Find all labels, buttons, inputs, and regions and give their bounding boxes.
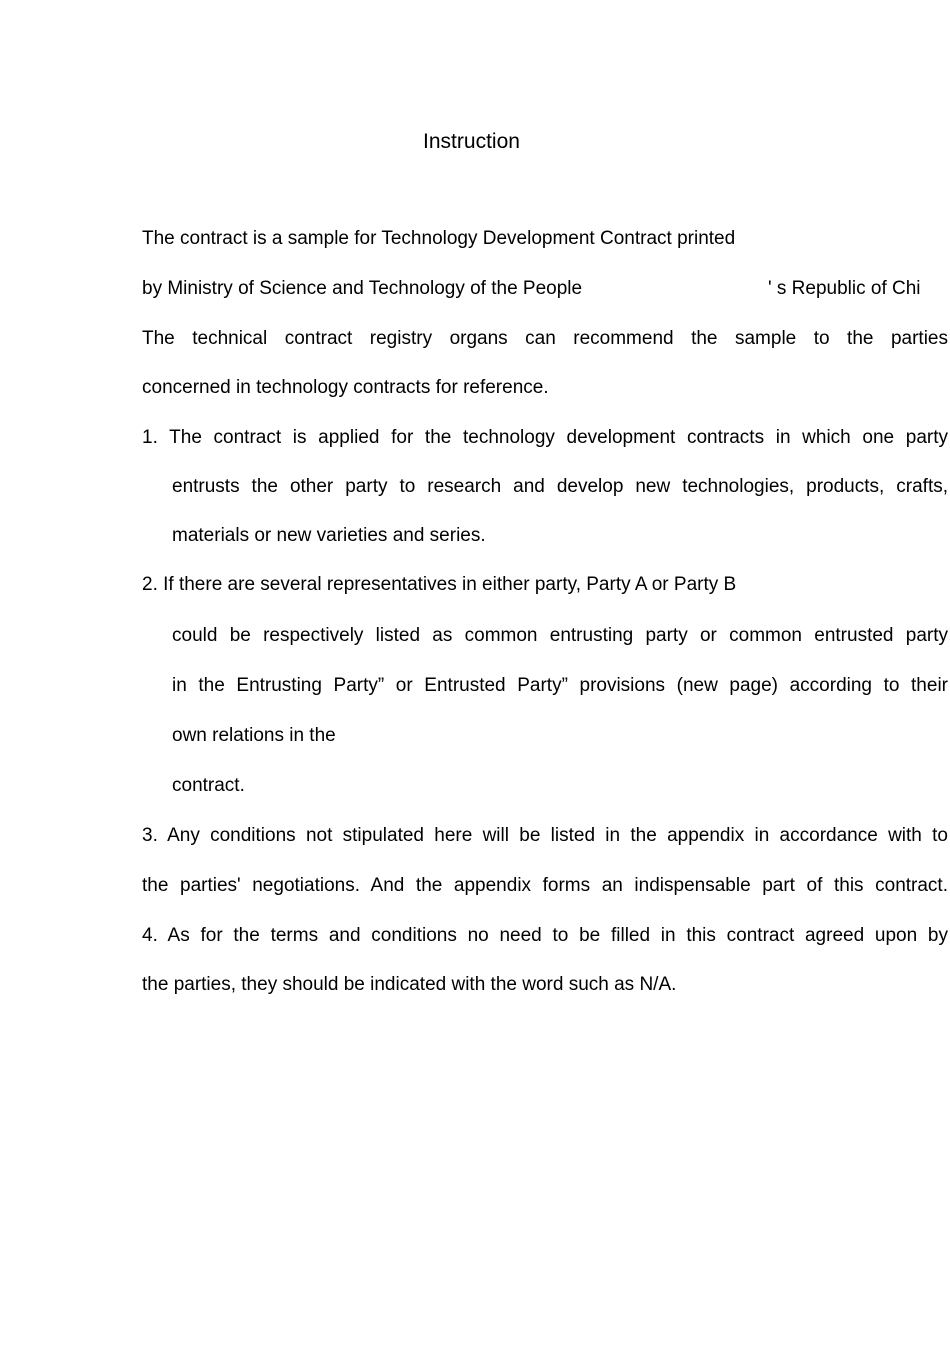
item-2-line-5: contract.: [172, 775, 245, 796]
intro-line-2-part-1: by Ministry of Science and Technology of the People: [142, 278, 583, 299]
page-title: Instruction: [423, 130, 520, 153]
item-3-line-2: the parties' negotiations. And the appendix forms an indispensable part of this contract.: [142, 875, 948, 896]
item-2-line-4: own relations in the: [172, 725, 336, 746]
item-4-line-1: 4. As for the terms and conditions no need to be filled in this contract agreed upon by: [142, 925, 948, 946]
intro-line-3: The technical contract registry organs can recommend the sample to the parties: [142, 328, 948, 349]
intro-line-4: concerned in technology contracts for reference.: [142, 377, 549, 398]
item-2-line-3: in the Entrusting Party” or Entrusted Party” provisions (new page) according to their: [172, 675, 948, 696]
item-1-line-1: 1. The contract is applied for the technology development contracts in which one party: [142, 427, 948, 448]
intro-line-2-part-2: ' s Republic of Chi: [768, 278, 921, 299]
intro-line-1: The contract is a sample for Technology Development Contract printed: [142, 228, 736, 249]
intro-line-2: [142, 274, 948, 304]
item-2-line-2: could be respectively listed as common entrusting party or common entrusted party: [172, 625, 948, 646]
item-3-line-1: 3. Any conditions not stipulated here will be listed in the appendix in accordance with to: [142, 825, 948, 846]
item-2-line-1: 2. If there are several representatives in either party, Party A or Party B: [142, 574, 737, 595]
item-4-line-2: the parties, they should be indicated with the word such as N/A.: [142, 974, 677, 995]
item-1-line-2: entrusts the other party to research and develop new technologies, products, crafts,: [172, 476, 948, 497]
item-1-line-3: materials or new varieties and series.: [172, 525, 486, 546]
